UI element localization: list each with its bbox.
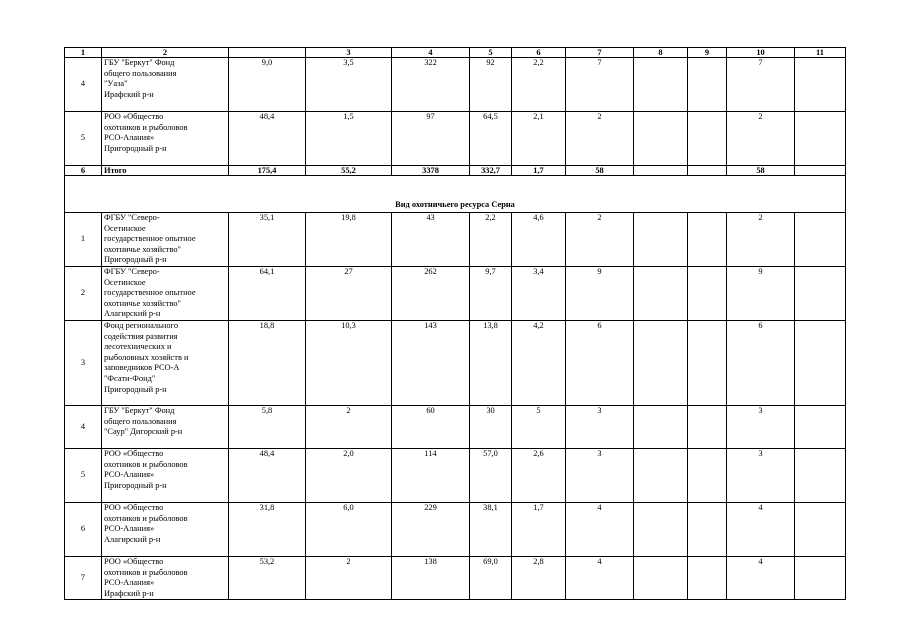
table-body (65, 48, 846, 600)
value-cell: 3 (566, 449, 634, 503)
value-cell: 64,5 (470, 112, 512, 166)
value-cell (634, 503, 688, 557)
value-cell (688, 267, 727, 321)
value-cell (634, 449, 688, 503)
value-cell (634, 213, 688, 267)
organization-name (102, 267, 229, 321)
value-cell: 2 (727, 112, 795, 166)
value-cell: 4 (566, 503, 634, 557)
organization-name-line: ФГБУ "Северо- (104, 213, 160, 222)
value-cell: 38,1 (470, 503, 512, 557)
organization-name-line: Ирафский р-н (104, 89, 154, 99)
organization-name (102, 557, 229, 600)
organization-name (102, 112, 229, 166)
value-cell: 19,8 (306, 213, 392, 267)
organization-name (102, 503, 229, 557)
row-number: 3 (65, 321, 102, 406)
value-cell: 64,1 (229, 267, 306, 321)
table-row (65, 406, 846, 449)
organization-name-line: Пригородный р-н (104, 255, 167, 265)
value-cell (634, 321, 688, 406)
organization-name-line: Пригородный р-н (104, 480, 167, 490)
header-cell: 10 (727, 48, 795, 58)
value-cell: 9,7 (470, 267, 512, 321)
organization-name-line: Пригородный р-н (104, 143, 167, 153)
value-cell (795, 267, 846, 321)
value-cell: 4,2 (512, 321, 566, 406)
value-cell: 57,0 (470, 449, 512, 503)
value-cell: 3 (727, 449, 795, 503)
value-cell (634, 112, 688, 166)
value-cell: 92 (470, 58, 512, 112)
value-cell: 7 (566, 58, 634, 112)
header-cell: 6 (512, 48, 566, 58)
table-row (65, 449, 846, 503)
value-cell: 2,6 (512, 449, 566, 503)
organization-name-line: ГБУ "Беркут" Фонд (104, 406, 175, 415)
value-cell: 48,4 (229, 449, 306, 503)
organization-name-line: ГБУ "Беркут" Фонд (104, 58, 175, 67)
value-cell: 6 (566, 321, 634, 406)
value-cell: 3 (566, 406, 634, 449)
organization-name-line: охотничье хозяйство" (104, 244, 181, 254)
total-row (65, 166, 846, 176)
header-cell: 8 (634, 48, 688, 58)
value-cell: 2,1 (512, 112, 566, 166)
row-number: 6 (65, 503, 102, 557)
organization-name (102, 406, 229, 449)
organization-name-line: содействия развития (104, 331, 178, 341)
value-cell: 2 (727, 213, 795, 267)
value-cell (634, 267, 688, 321)
row-number: 7 (65, 557, 102, 600)
organization-name-line: Алагирский р-н (104, 309, 161, 319)
value-cell: 2 (306, 406, 392, 449)
value-cell (634, 58, 688, 112)
value-cell: 30 (470, 406, 512, 449)
value-cell: 9 (566, 267, 634, 321)
hunting-resource-table (64, 47, 846, 600)
value-cell: 31,8 (229, 503, 306, 557)
organization-name-line: ФГБУ "Северо- (104, 267, 160, 276)
value-cell: 138 (392, 557, 470, 600)
organization-name-line: лесотехнических и (104, 342, 172, 352)
row-number: 5 (65, 449, 102, 503)
value-cell: 69,0 (470, 557, 512, 600)
row-number: 6 (65, 166, 102, 176)
organization-name-line: РСО-Алания» (104, 578, 155, 588)
header-cell: 4 (392, 48, 470, 58)
header-cell: 1 (65, 48, 102, 58)
value-cell: 43 (392, 213, 470, 267)
value-cell (795, 449, 846, 503)
organization-name-line: РСО-Алания» (104, 524, 155, 534)
value-cell: 13,8 (470, 321, 512, 406)
value-cell (795, 58, 846, 112)
organization-name-line: "Саур" Дигорский р-н (104, 427, 183, 437)
value-cell: 1,5 (306, 112, 392, 166)
value-cell: 9,0 (229, 58, 306, 112)
organization-name-line: РОО «Общество (104, 503, 164, 512)
value-cell (795, 213, 846, 267)
organization-name-line: охотников и рыболовов (104, 513, 188, 523)
value-cell: 322 (392, 58, 470, 112)
header-cell: 11 (795, 48, 846, 58)
value-cell: 1,7 (512, 166, 566, 176)
organization-name-line: Осетинское (104, 223, 146, 233)
value-cell (634, 406, 688, 449)
organization-name-line: государственное опытное (104, 234, 196, 244)
value-cell (688, 449, 727, 503)
value-cell: 27 (306, 267, 392, 321)
value-cell: 3,5 (306, 58, 392, 112)
value-cell (688, 557, 727, 600)
value-cell: 3 (727, 406, 795, 449)
value-cell: 2 (566, 213, 634, 267)
value-cell: 4 (727, 557, 795, 600)
value-cell: 55,2 (306, 166, 392, 176)
value-cell: 58 (727, 166, 795, 176)
row-number: 4 (65, 406, 102, 449)
value-cell: 262 (392, 267, 470, 321)
value-cell (634, 166, 688, 176)
value-cell (634, 557, 688, 600)
organization-name (102, 58, 229, 112)
value-cell (688, 213, 727, 267)
organization-name-line: охотников и рыболовов (104, 122, 188, 132)
table-row (65, 112, 846, 166)
organization-name (102, 213, 229, 267)
organization-name-line: охотников и рыболовов (104, 567, 188, 577)
value-cell: 53,2 (229, 557, 306, 600)
header-cell (229, 48, 306, 58)
value-cell: 5,8 (229, 406, 306, 449)
value-cell: 97 (392, 112, 470, 166)
value-cell: 4,6 (512, 213, 566, 267)
value-cell: 10,3 (306, 321, 392, 406)
row-number: 1 (65, 213, 102, 267)
value-cell (688, 503, 727, 557)
organization-name-line: Фонд регионального (104, 321, 179, 330)
value-cell: 18,8 (229, 321, 306, 406)
table-row (65, 58, 846, 112)
header-cell: 5 (470, 48, 512, 58)
value-cell: 2 (566, 112, 634, 166)
value-cell: 2,0 (306, 449, 392, 503)
organization-name-line: РОО «Общество (104, 112, 164, 121)
header-cell: 2 (102, 48, 229, 58)
organization-name-line: государственное опытное (104, 288, 196, 298)
organization-name-line: общего пользования (104, 416, 177, 426)
table-row (65, 321, 846, 406)
organization-name-line: РСО-Алания» (104, 133, 155, 143)
value-cell: 58 (566, 166, 634, 176)
row-number: 2 (65, 267, 102, 321)
organization-name-line: Алагирский р-н (104, 534, 161, 544)
value-cell (795, 557, 846, 600)
row-number: 5 (65, 112, 102, 166)
value-cell: 35,1 (229, 213, 306, 267)
value-cell: 60 (392, 406, 470, 449)
value-cell: 2 (306, 557, 392, 600)
organization-name-line: Пригородный р-н (104, 384, 167, 394)
value-cell (795, 503, 846, 557)
organization-name-line: РОО «Общество (104, 449, 164, 458)
organization-name-line: общего пользования (104, 68, 177, 78)
value-cell (795, 166, 846, 176)
value-cell: 7 (727, 58, 795, 112)
value-cell (795, 112, 846, 166)
value-cell: 9 (727, 267, 795, 321)
organization-name-line: РОО «Общество (104, 557, 164, 566)
organization-name-line: Осетинское (104, 277, 146, 287)
value-cell: 143 (392, 321, 470, 406)
value-cell: 4 (566, 557, 634, 600)
table-row (65, 267, 846, 321)
value-cell: 175,4 (229, 166, 306, 176)
value-cell (688, 406, 727, 449)
header-cell: 3 (306, 48, 392, 58)
value-cell: 48,4 (229, 112, 306, 166)
organization-name-line: заповедников РСО-А (104, 363, 180, 373)
value-cell (688, 58, 727, 112)
table-row (65, 557, 846, 600)
value-cell: 2,2 (470, 213, 512, 267)
section-title: Вид охотничьего ресурса Серна (65, 176, 846, 213)
organization-name-line: охотников и рыболовов (104, 459, 188, 469)
organization-name-line: рыболовных хозяйств и (104, 352, 189, 362)
value-cell: 114 (392, 449, 470, 503)
value-cell (688, 166, 727, 176)
value-cell: 229 (392, 503, 470, 557)
value-cell (795, 321, 846, 406)
value-cell: 1,7 (512, 503, 566, 557)
value-cell: 4 (727, 503, 795, 557)
value-cell (688, 321, 727, 406)
organization-name-line: Ирафский р-н (104, 588, 154, 598)
organization-name (102, 449, 229, 503)
value-cell (688, 112, 727, 166)
table-row (65, 503, 846, 557)
organization-name-line: "Уаза" (104, 79, 128, 89)
header-cell: 7 (566, 48, 634, 58)
header-row (65, 48, 846, 58)
value-cell (795, 406, 846, 449)
organization-name-line: РСО-Алания» (104, 470, 155, 480)
value-cell: 6,0 (306, 503, 392, 557)
value-cell: 2,2 (512, 58, 566, 112)
value-cell: 3378 (392, 166, 470, 176)
value-cell: 332,7 (470, 166, 512, 176)
value-cell: 5 (512, 406, 566, 449)
value-cell: 6 (727, 321, 795, 406)
organization-name (102, 321, 229, 406)
row-number: 4 (65, 58, 102, 112)
header-cell: 9 (688, 48, 727, 58)
total-label: Итого (102, 166, 229, 176)
organization-name-line: "Фсати-Фонд" (104, 373, 156, 383)
table-row (65, 213, 846, 267)
section-header-row (65, 176, 846, 213)
value-cell: 2,8 (512, 557, 566, 600)
organization-name-line: охотничье хозяйство" (104, 298, 181, 308)
value-cell: 3,4 (512, 267, 566, 321)
